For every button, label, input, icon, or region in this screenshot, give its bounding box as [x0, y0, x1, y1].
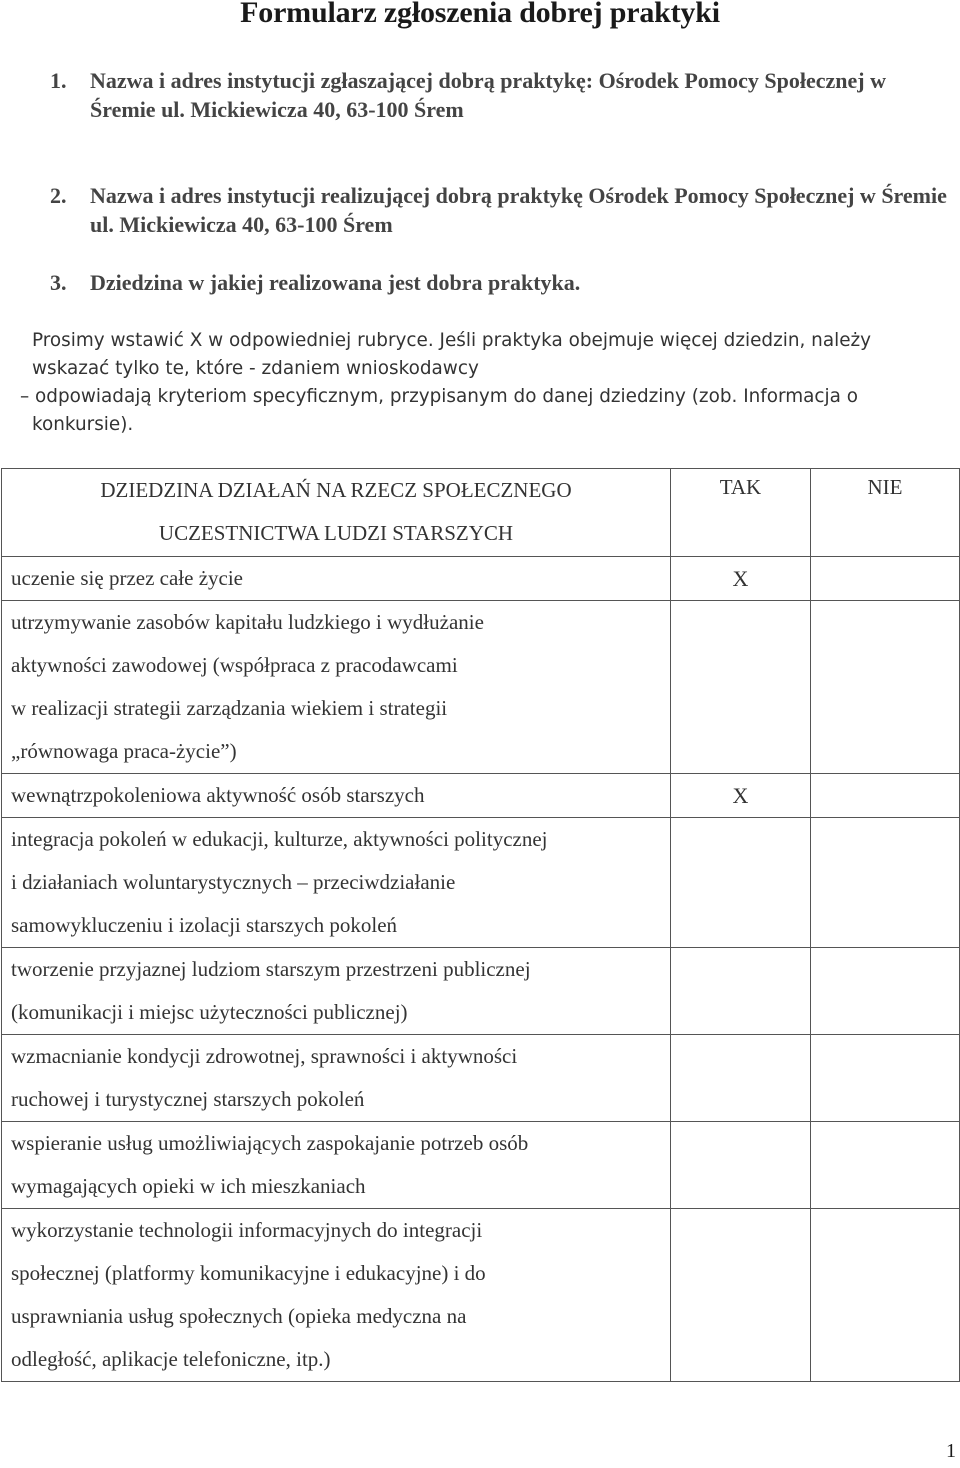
domain-line: w realizacji strategii zarządzania wiekiem i strategii — [11, 696, 448, 720]
item-number: 3. — [50, 270, 67, 295]
domain-line: wewnątrzpokoleniowa aktywność osób starszych — [11, 783, 425, 807]
item-text: Dziedzina w jakiej realizowana jest dobra praktyka. — [90, 270, 581, 295]
item-text: Nazwa i adres instytucji realizującej dobrą praktykę Ośrodek Pomocy Społecznej w Śremie ul. Mickiewicza 40, 63-100 Śrem — [90, 183, 947, 237]
table-row — [2, 601, 960, 774]
tak-checkbox-cell[interactable]: X — [671, 774, 811, 818]
tak-checkbox-cell[interactable] — [671, 948, 811, 1035]
nie-checkbox-cell[interactable] — [811, 557, 960, 601]
domain-line: samowykluczeniu i izolacji starszych pokoleń — [11, 913, 398, 937]
domain-line: wspieranie usług umożliwiających zaspokajanie potrzeb osób — [11, 1131, 529, 1155]
table-header-domain: DZIEDZINA DZIAŁAŃ NA RZECZ SPOŁECZNEGO UCZESTNICTWA LUDZI STARSZYCH — [2, 469, 671, 557]
domain-line: uczenie się przez całe życie — [11, 566, 243, 590]
domain-line: aktywności zawodowej (współpraca z pracodawcami — [11, 653, 458, 677]
table-row — [2, 1209, 960, 1382]
domain-line: integracja pokoleń w edukacji, kulturze, aktywności politycznej — [11, 827, 548, 851]
table-row — [2, 557, 960, 601]
domain-cell — [2, 1035, 671, 1122]
note-line: konkursie). — [32, 414, 134, 435]
domain-cell — [2, 948, 671, 1035]
table-row — [2, 948, 960, 1035]
tak-checkbox-cell[interactable] — [671, 1122, 811, 1209]
item-text: Nazwa i adres instytucji zgłaszającej dobrą praktykę: Ośrodek Pomocy Społecznej w Śremie ul. Mickiewicza 40, 63-100 Śrem — [90, 68, 886, 122]
tak-checkbox-cell[interactable] — [671, 1209, 811, 1382]
domain-line: wymagających opieki w ich mieszkaniach — [11, 1174, 366, 1198]
table-header-nie: NIE — [811, 469, 960, 557]
domain-line: społecznej (platformy komunikacyjne i edukacyjne) i do — [11, 1261, 486, 1285]
table-row — [2, 1035, 960, 1122]
domain-line: utrzymywanie zasobów kapitału ludzkiego i wydłużanie — [11, 610, 484, 634]
item-3 — [50, 268, 955, 297]
table-row — [2, 1122, 960, 1209]
domain-cell — [2, 818, 671, 948]
domain-cell — [2, 1209, 671, 1382]
tak-checkbox-cell[interactable]: X — [671, 557, 811, 601]
domain-line: tworzenie przyjaznej ludziom starszym przestrzeni publicznej — [11, 957, 531, 981]
note-line: – odpowiadają kryteriom specyficznym, przypisanym do danej dziedziny (zob. Informacja o — [20, 386, 859, 407]
nie-checkbox-cell[interactable] — [811, 1122, 960, 1209]
tak-checkbox-cell[interactable] — [671, 1035, 811, 1122]
nie-checkbox-cell[interactable] — [811, 601, 960, 774]
domain-line: usprawniania usług społecznych (opieka medyczna na — [11, 1304, 467, 1328]
domain-line: (komunikacji i miejsc użyteczności publicznej) — [11, 1000, 408, 1024]
note-line: wskazać tylko te, które - zdaniem wnioskodawcy — [32, 358, 479, 379]
nie-checkbox-cell[interactable] — [811, 774, 960, 818]
domain-line: ruchowej i turystycznej starszych pokoleń — [11, 1087, 365, 1111]
domain-cell — [2, 557, 671, 601]
domain-cell — [2, 601, 671, 774]
domain-line: wykorzystanie technologii informacyjnych do integracji — [11, 1218, 483, 1242]
table-header-tak: TAK — [671, 469, 811, 557]
item-2 — [50, 181, 955, 239]
domain-cell — [2, 1122, 671, 1209]
instruction-note — [20, 327, 956, 439]
table-row — [2, 774, 960, 818]
tak-checkbox-cell[interactable] — [671, 818, 811, 948]
nie-checkbox-cell[interactable] — [811, 1209, 960, 1382]
nie-checkbox-cell[interactable] — [811, 1035, 960, 1122]
domain-line: „równowaga praca-życie”) — [11, 739, 237, 763]
note-line: Prosimy wstawić X w odpowiedniej rubryce. Jeśli praktyka obejmuje więcej dziedzin, należy — [32, 330, 872, 351]
domain-cell — [2, 774, 671, 818]
tak-checkbox-cell[interactable] — [671, 601, 811, 774]
page-title: Formularz zgłoszenia dobrej praktyki — [240, 0, 720, 29]
table-row — [2, 818, 960, 948]
table-header-row — [2, 469, 960, 557]
domain-line: i działaniach woluntarystycznych – przeciwdziałanie — [11, 870, 456, 894]
item-number: 2. — [50, 183, 67, 208]
nie-checkbox-cell[interactable] — [811, 948, 960, 1035]
table-body — [2, 557, 960, 1382]
domain-table — [1, 468, 960, 1382]
domain-line: wzmacnianie kondycji zdrowotnej, sprawności i aktywności — [11, 1044, 518, 1068]
domain-line: odległość, aplikacje telefoniczne, itp.) — [11, 1347, 331, 1371]
page-number: 1 — [946, 1440, 956, 1462]
item-1 — [50, 66, 955, 124]
nie-checkbox-cell[interactable] — [811, 818, 960, 948]
item-number: 1. — [50, 68, 67, 93]
